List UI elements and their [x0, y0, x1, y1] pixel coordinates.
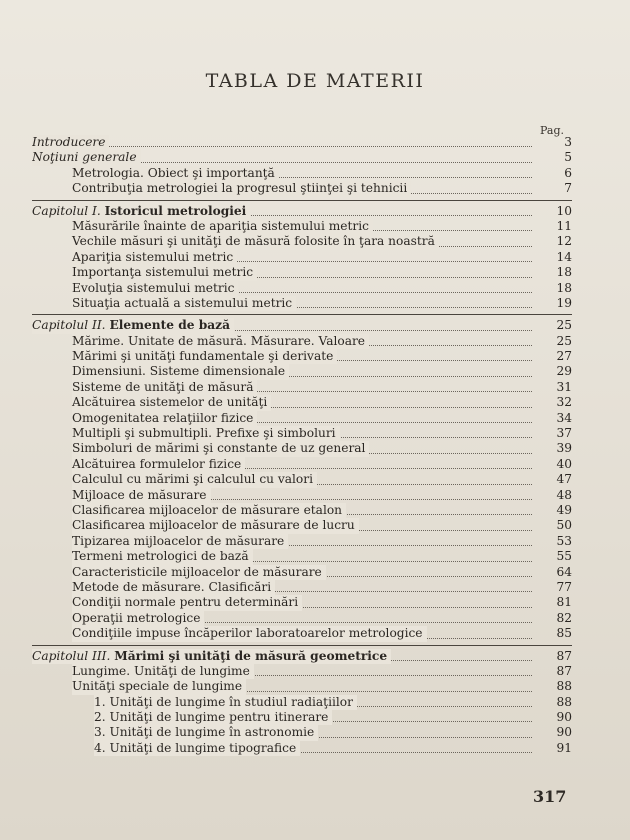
toc-entry[interactable]: [32, 441, 572, 456]
toc-entry-label: Clasificarea mijloacelor de măsurare de lucru: [72, 518, 359, 533]
toc-entry[interactable]: [32, 518, 572, 533]
chapter-label: [32, 318, 234, 333]
toc-entry[interactable]: [32, 664, 572, 679]
toc-entry-page-number: 5: [564, 150, 572, 165]
page-number: 317: [533, 787, 567, 806]
chapter-page-number: 25: [556, 318, 572, 333]
chapter-separator: [32, 645, 572, 646]
toc-entry-page-number: 88: [556, 694, 572, 709]
toc-entry-label: Simboluri de mărimi şi constante de uz general: [72, 441, 369, 456]
toc-entry[interactable]: [32, 364, 572, 379]
toc-entry-label: Noţiuni generale: [32, 150, 141, 165]
toc-entry-label: Mărimi şi unităţi fundamentale şi derivate: [72, 349, 337, 364]
toc-entry-page-number: 29: [556, 364, 572, 379]
toc-entry-page-number: 25: [556, 333, 572, 348]
toc-entry-label: Multipli şi submultipli. Prefixe şi simboluri: [72, 426, 340, 441]
toc-entry-label: Alcătuirea sistemelor de unităţi: [72, 395, 271, 410]
toc-entry-page-number: 88: [556, 679, 572, 694]
toc-entry-label: Situaţia actuală a sistemului metric: [72, 296, 296, 311]
toc-entry[interactable]: [32, 741, 572, 756]
toc-entry-page-number: 27: [556, 349, 572, 364]
chapter-title: Elemente de bază: [109, 318, 231, 333]
toc-entry-label: Alcătuirea formulelor fizice: [72, 457, 245, 472]
toc-entry-label: Mijloace de măsurare: [72, 488, 211, 503]
toc-entry[interactable]: [32, 626, 572, 641]
toc-entry-label: Termeni metrologici de bază: [72, 549, 253, 564]
toc-entry-page-number: 18: [556, 265, 572, 280]
chapter-title: Mărimi şi unităţi de măsură geometrice: [114, 648, 388, 663]
toc-entry-label: Apariţia sistemului metric: [72, 250, 237, 265]
toc-entry[interactable]: [32, 695, 572, 710]
chapter-prefix: Capitolul I.: [32, 203, 101, 218]
toc-entry-page-number: 82: [556, 610, 572, 625]
chapter-label: [32, 649, 391, 664]
toc-entry-page-number: 32: [556, 395, 572, 410]
toc-entry-page-number: 49: [556, 502, 572, 517]
toc-entry[interactable]: [32, 135, 572, 150]
toc-entry[interactable]: [32, 611, 572, 626]
toc-entry-label: Operaţii metrologice: [72, 611, 204, 626]
table-of-contents: [32, 135, 572, 756]
chapter-prefix: Capitolul III.: [32, 648, 111, 663]
toc-entry-label: Omogenitatea relaţiilor fizice: [72, 411, 257, 426]
toc-entry-label: Introducere: [32, 135, 109, 150]
toc-entry-page-number: 3: [564, 135, 572, 149]
chapter-page-number: 10: [556, 203, 572, 218]
toc-entry[interactable]: [32, 679, 572, 694]
toc-entry-label: Unităţi speciale de lungime: [72, 679, 246, 694]
toc-entry-label: Importanţa sistemului metric: [72, 265, 257, 280]
toc-entry-page-number: 90: [556, 710, 572, 725]
toc-entry-page-number: 90: [556, 725, 572, 740]
toc-entry-label: 3. Unităţi de lungime în astronomie: [94, 725, 318, 740]
toc-entry-page-number: 7: [564, 181, 572, 196]
toc-entry[interactable]: [32, 250, 572, 265]
toc-entry-page-number: 91: [556, 740, 572, 755]
toc-entry[interactable]: [32, 595, 572, 610]
toc-entry-label: Calculul cu mărimi şi calculul cu valori: [72, 472, 317, 487]
page-title: TABLA DE MATERII: [205, 70, 425, 92]
toc-entry[interactable]: [32, 457, 572, 472]
toc-entry-label: Condiţiile impuse încăperilor laboratoarelor metrologice: [72, 626, 427, 641]
toc-entry[interactable]: [32, 565, 572, 580]
toc-entry[interactable]: [32, 411, 572, 426]
toc-entry[interactable]: [32, 349, 572, 364]
toc-entry-page-number: 48: [556, 487, 572, 502]
toc-entry[interactable]: [32, 281, 572, 296]
chapter-heading[interactable]: [32, 318, 572, 333]
toc-entry-label: Tipizarea mijloacelor de măsurare: [72, 534, 288, 549]
toc-entry-label: Dimensiuni. Sisteme dimensionale: [72, 364, 289, 379]
toc-entry[interactable]: [32, 296, 572, 311]
toc-entry[interactable]: [32, 166, 572, 181]
toc-entry-label: Clasificarea mijloacelor de măsurare etalon: [72, 503, 346, 518]
toc-entry[interactable]: [32, 534, 572, 549]
toc-entry[interactable]: [32, 503, 572, 518]
toc-entry[interactable]: [32, 710, 572, 725]
toc-entry-page-number: 6: [564, 165, 572, 180]
toc-entry-page-number: 55: [556, 549, 572, 564]
toc-entry-label: Mărime. Unitate de măsură. Măsurare. Valoare: [72, 334, 369, 349]
chapter-heading[interactable]: [32, 649, 572, 664]
toc-entry-page-number: 87: [556, 663, 572, 678]
toc-entry-page-number: 39: [556, 441, 572, 456]
toc-entry-page-number: 47: [556, 472, 572, 487]
chapter-separator: [32, 314, 572, 315]
toc-entry[interactable]: [32, 549, 572, 564]
toc-entry-page-number: 77: [556, 579, 572, 594]
toc-entry[interactable]: [32, 426, 572, 441]
chapter-separator: [32, 200, 572, 201]
toc-entry-page-number: 18: [556, 280, 572, 295]
toc-entry-label: Vechile măsuri şi unităţi de măsură folosite în ţara noastră: [72, 234, 439, 249]
toc-entry-label: Condiţii normale pentru determinări: [72, 595, 302, 610]
toc-entry[interactable]: [32, 150, 572, 165]
chapter-prefix: Capitolul II.: [32, 318, 106, 333]
toc-entry[interactable]: [32, 219, 572, 234]
toc-entry-label: Metrologia. Obiect şi importanţă: [72, 166, 279, 181]
toc-entry-label: Lungime. Unităţi de lungime: [72, 664, 254, 679]
chapter-heading[interactable]: [32, 204, 572, 219]
toc-entry[interactable]: [32, 472, 572, 487]
toc-entry-page-number: 37: [556, 426, 572, 441]
toc-entry-label: Evoluţia sistemului metric: [72, 281, 238, 296]
toc-entry-label: Contribuţia metrologiei la progresul ştiinţei şi tehnicii: [72, 181, 411, 196]
toc-entry[interactable]: [32, 580, 572, 595]
toc-entry-label: 2. Unităţi de lungime pentru itinerare: [94, 710, 332, 725]
toc-entry-page-number: 31: [556, 379, 572, 394]
toc-entry-label: 1. Unităţi de lungime în studiul radiaţiilor: [94, 695, 357, 710]
toc-entry-page-number: 12: [556, 234, 572, 249]
toc-entry-page-number: 19: [556, 295, 572, 310]
toc-entry[interactable]: [32, 334, 572, 349]
chapter-label: [32, 204, 250, 219]
chapter-title: Istoricul metrologiei: [104, 203, 247, 218]
toc-entry-page-number: 50: [556, 518, 572, 533]
toc-entry-label: Caracteristicile mijloacelor de măsurare: [72, 565, 326, 580]
toc-entry-page-number: 81: [556, 595, 572, 610]
toc-entry[interactable]: [32, 234, 572, 249]
chapter-page-number: 87: [556, 648, 572, 663]
toc-entry-label: Măsurările înainte de apariţia sistemului metric: [72, 219, 373, 234]
toc-entry-page-number: 14: [556, 249, 572, 264]
toc-entry-label: Sisteme de unităţi de măsură: [72, 380, 257, 395]
toc-entry-page-number: 11: [556, 218, 572, 233]
toc-entry[interactable]: [32, 488, 572, 503]
page-column-label: Pag.: [540, 124, 565, 137]
toc-entry-label: 4. Unităţi de lungime tipografice: [94, 741, 300, 756]
toc-entry-page-number: 40: [556, 456, 572, 471]
toc-entry-page-number: 53: [556, 533, 572, 548]
toc-entry-page-number: 85: [556, 626, 572, 641]
toc-entry-label: Metode de măsurare. Clasificări: [72, 580, 275, 595]
toc-entry[interactable]: [32, 380, 572, 395]
toc-entry[interactable]: [32, 265, 572, 280]
toc-entry[interactable]: [32, 395, 572, 410]
toc-entry[interactable]: [32, 725, 572, 740]
toc-entry-page-number: 34: [556, 410, 572, 425]
toc-entry[interactable]: [32, 181, 572, 196]
toc-entry-page-number: 64: [556, 564, 572, 579]
